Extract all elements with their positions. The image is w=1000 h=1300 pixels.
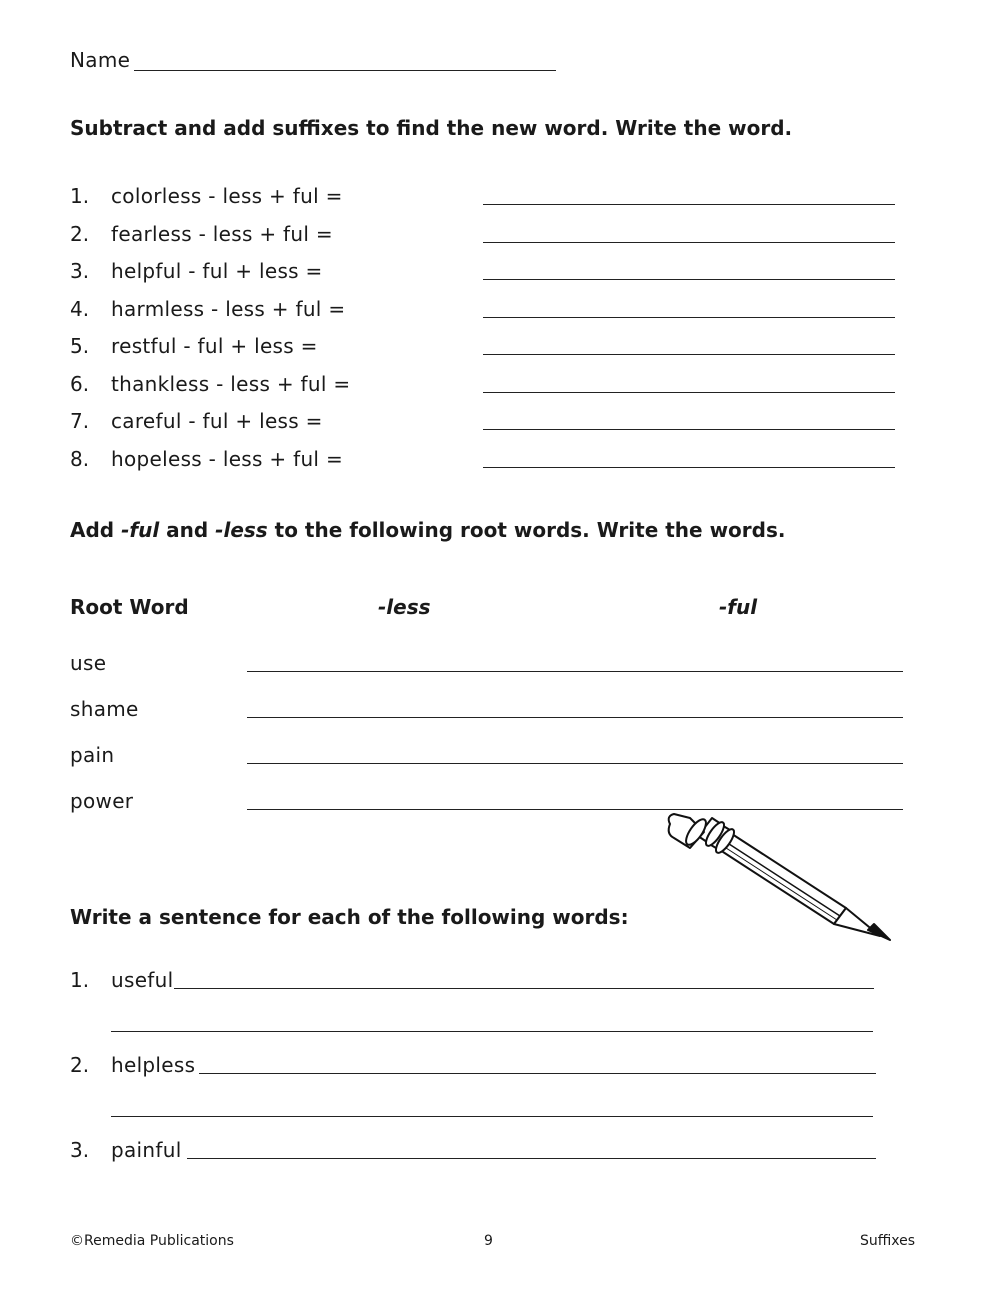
item-text: thankless - less + ful =: [111, 372, 351, 396]
sentence-word: helpless: [111, 1053, 196, 1077]
item-text: restful - ful + less =: [111, 334, 318, 358]
root-word: pain: [70, 743, 115, 767]
footer-topic: Suffixes: [859, 1233, 915, 1249]
item-number: 5.: [70, 334, 90, 358]
answer-line[interactable]: [483, 429, 895, 430]
answer-line[interactable]: [483, 467, 895, 468]
answer-line[interactable]: [483, 317, 895, 318]
name-input-line[interactable]: [134, 70, 556, 71]
item-number: 7.: [70, 409, 90, 433]
item-text: fearless - less + ful =: [111, 222, 333, 246]
name-label: Name: [70, 48, 131, 72]
col-header-less: -less: [378, 595, 431, 619]
answer-line[interactable]: [483, 242, 895, 243]
col-header-ful: -ful: [719, 595, 758, 619]
answer-line[interactable]: [483, 354, 895, 355]
sentence-line[interactable]: [111, 1031, 873, 1032]
sentence-line[interactable]: [111, 1116, 873, 1117]
root-answer-line[interactable]: [247, 671, 903, 672]
instruction-part: to the following root words. Write the words.: [267, 518, 786, 542]
section1-instruction: Subtract and add suffixes to find the new word. Write the word.: [70, 116, 793, 140]
item-number: 1.: [70, 968, 90, 992]
pencil-icon: [660, 812, 900, 947]
item-number: 3.: [70, 1138, 90, 1162]
item-number: 4.: [70, 297, 90, 321]
item-number: 6.: [70, 372, 90, 396]
instruction-part: and: [159, 518, 216, 542]
root-answer-line[interactable]: [247, 763, 903, 764]
item-number: 3.: [70, 259, 90, 283]
section2-instruction: [70, 518, 785, 542]
sentence-line[interactable]: [199, 1073, 876, 1074]
root-word: power: [70, 789, 134, 813]
root-answer-line[interactable]: [247, 809, 903, 810]
answer-line[interactable]: [483, 392, 895, 393]
root-word: shame: [70, 697, 139, 721]
instruction-part: Add: [70, 518, 122, 542]
footer-publisher: ©Remedia Publications: [70, 1233, 234, 1249]
item-number: 2.: [70, 1053, 90, 1077]
item-text: colorless - less + ful =: [111, 184, 343, 208]
item-number: 8.: [70, 447, 90, 471]
section3-instruction: Write a sentence for each of the following words:: [70, 905, 629, 929]
item-text: careful - ful + less =: [111, 409, 323, 433]
suffix-ful: -ful: [121, 518, 160, 542]
root-answer-line[interactable]: [247, 717, 903, 718]
answer-line[interactable]: [483, 204, 895, 205]
col-header-root: Root Word: [70, 595, 189, 619]
sentence-line[interactable]: [187, 1158, 876, 1159]
answer-line[interactable]: [483, 279, 895, 280]
item-text: harmless - less + ful =: [111, 297, 346, 321]
item-text: hopeless - less + ful =: [111, 447, 344, 471]
item-number: 2.: [70, 222, 90, 246]
footer-page-number: 9: [484, 1233, 493, 1249]
item-number: 1.: [70, 184, 90, 208]
sentence-word: useful: [111, 968, 174, 992]
sentence-line[interactable]: [174, 988, 874, 989]
sentence-word: painful: [111, 1138, 182, 1162]
suffix-less: -less: [215, 518, 268, 542]
item-text: helpful - ful + less =: [111, 259, 323, 283]
root-word: use: [70, 651, 107, 675]
